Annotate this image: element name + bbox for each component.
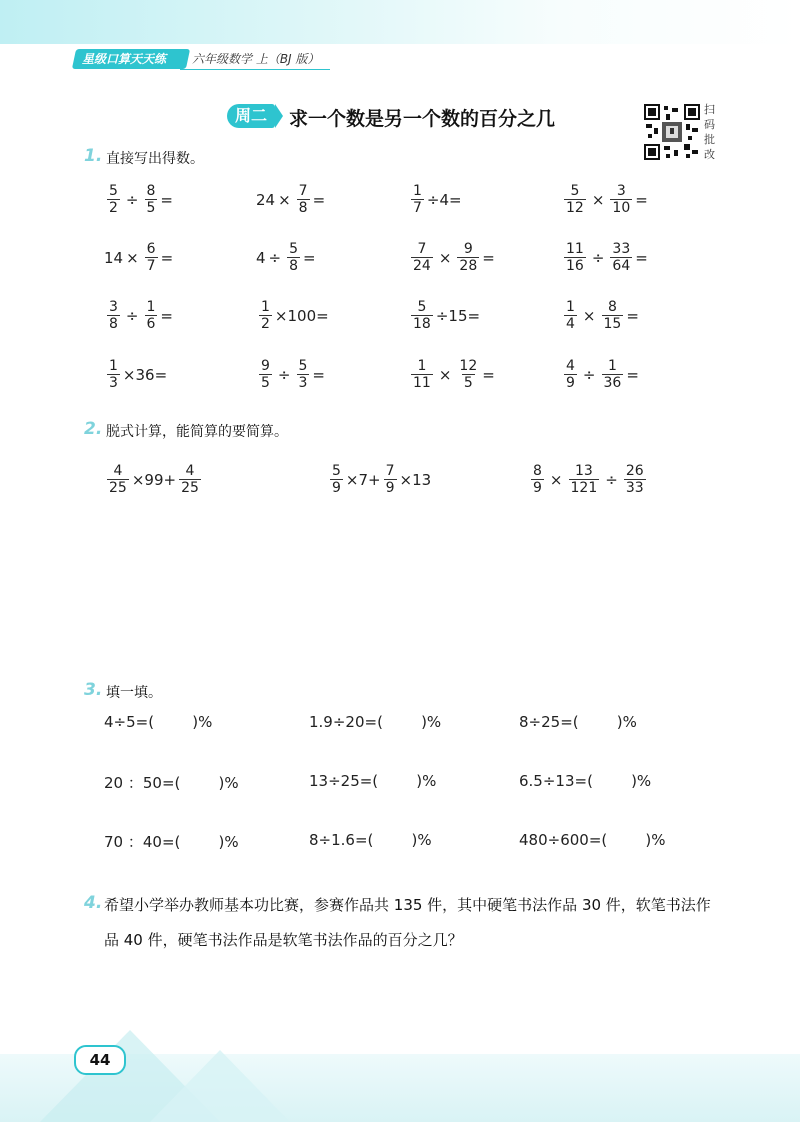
denominator: 16 — [566, 258, 584, 274]
section-1-title: 直接写出得数。 — [106, 151, 204, 167]
denominator: 18 — [413, 316, 431, 332]
numerator: 1 — [109, 358, 118, 374]
calc-item — [408, 183, 462, 216]
brand-tab — [72, 49, 190, 69]
calc-item — [104, 241, 173, 274]
fraction — [107, 183, 120, 216]
tail: ×100= — [274, 306, 329, 325]
numerator: 8 — [146, 183, 156, 199]
fraction — [564, 299, 577, 332]
denominator: 121 — [570, 480, 598, 496]
section-1-number: 1. — [84, 146, 103, 166]
denominator: 5 — [146, 200, 156, 216]
denominator: 5 — [463, 375, 473, 391]
operator: ÷ — [125, 190, 139, 209]
denominator: 7 — [413, 200, 422, 216]
fraction — [610, 241, 632, 274]
denominator: 3 — [109, 375, 118, 391]
calc-item — [256, 358, 325, 391]
operator: ÷ — [268, 248, 282, 267]
denominator: 2 — [261, 316, 270, 332]
word-problem-text: 希望小学举办教师基本功比赛，参赛作品共 135 件，其中硬笔书法作品 30 件，软笔书法作品 40 件，硬笔书法作品是软笔书法作品的百分之几？ — [104, 896, 711, 949]
calc-item — [256, 241, 316, 274]
denominator: 2 — [109, 200, 118, 216]
fraction — [564, 241, 586, 274]
operator: ×7+ — [345, 470, 381, 489]
fill-blank-item[interactable]: 8÷25=( )% — [519, 713, 637, 731]
equals: = — [303, 248, 316, 267]
fraction — [564, 183, 586, 216]
denominator: 12 — [566, 200, 584, 216]
numerator: 11 — [566, 241, 584, 257]
numerator: 7 — [385, 463, 395, 479]
numerator: 5 — [570, 183, 580, 199]
denominator: 8 — [109, 316, 118, 332]
fraction — [602, 299, 624, 332]
calc-item — [256, 299, 329, 332]
section-3-title: 填一填。 — [106, 685, 162, 701]
equals: = — [626, 306, 639, 325]
denominator: 25 — [181, 480, 199, 496]
fraction — [610, 183, 632, 216]
fraction — [107, 358, 120, 391]
fill-blank-item[interactable]: 480÷600=( )% — [519, 831, 666, 849]
calc-item — [104, 299, 173, 332]
denominator: 25 — [109, 480, 127, 496]
header-underline — [180, 69, 330, 70]
fraction — [564, 358, 577, 391]
fraction — [602, 358, 624, 391]
fill-blank-item[interactable]: 13÷25=( )% — [309, 772, 437, 790]
numerator: 5 — [109, 183, 118, 199]
equals: = — [160, 248, 174, 267]
fill-blank-item[interactable]: 6.5÷13=( )% — [519, 772, 652, 790]
operator: × — [591, 190, 605, 209]
operator: × — [582, 306, 596, 325]
equals: = — [160, 190, 173, 209]
fraction — [297, 183, 310, 216]
page-title: 求一个数是另一个数的百分之几 — [289, 108, 556, 130]
calc-item — [561, 358, 639, 391]
numerator: 1 — [413, 183, 422, 199]
denominator: 9 — [385, 480, 395, 496]
denominator: 10 — [612, 200, 631, 216]
denominator: 9 — [566, 375, 575, 391]
equals: = — [482, 365, 495, 384]
numerator: 7 — [417, 241, 427, 257]
denominator: 36 — [603, 375, 622, 391]
numerator: 12 — [459, 358, 478, 374]
calc-expression — [528, 463, 649, 496]
fraction — [179, 463, 201, 496]
fraction — [531, 463, 544, 496]
denominator: 4 — [566, 316, 575, 332]
denominator: 15 — [603, 316, 622, 332]
calc-item — [408, 299, 480, 332]
day-tag: 周二 — [227, 104, 275, 128]
denominator: 8 — [289, 258, 299, 274]
whole-number: 24 — [256, 190, 276, 209]
fraction — [107, 299, 120, 332]
equals: = — [312, 365, 325, 384]
numerator: 9 — [261, 358, 270, 374]
denominator: 9 — [332, 480, 341, 496]
denominator: 5 — [261, 375, 270, 391]
numerator: 1 — [566, 299, 575, 315]
denominator: 28 — [459, 258, 478, 274]
fraction — [411, 299, 433, 332]
fraction — [569, 463, 600, 496]
numerator: 1 — [146, 299, 156, 315]
tail: ×36= — [122, 365, 168, 384]
numerator: 9 — [463, 241, 473, 257]
fraction — [457, 358, 479, 391]
numerator: 1 — [261, 299, 270, 315]
book-subtitle: 六年级数学 上（BJ 版） — [192, 52, 320, 66]
operator: ÷ — [591, 248, 605, 267]
brand-label: 星级口算天天练 — [82, 52, 167, 66]
operator: × — [278, 190, 291, 209]
scan-label — [704, 102, 718, 162]
operator: ÷ — [277, 365, 291, 384]
denominator: 9 — [533, 480, 542, 496]
operator: × — [438, 365, 452, 384]
fill-blank-item[interactable]: 4÷5=( )% — [104, 713, 213, 731]
denominator: 64 — [612, 258, 631, 274]
numerator: 5 — [332, 463, 341, 479]
denominator: 6 — [146, 316, 156, 332]
fill-blank-item[interactable]: 8÷1.6=( )% — [309, 831, 432, 849]
section-4-number: 4. — [84, 893, 103, 913]
numerator: 33 — [612, 241, 631, 257]
fraction — [384, 463, 397, 496]
operator: ÷ — [582, 365, 596, 384]
numerator: 5 — [289, 241, 299, 257]
whole-number: 14 — [104, 248, 124, 267]
numerator: 5 — [417, 299, 427, 315]
numerator: 13 — [574, 463, 593, 479]
fraction — [145, 299, 158, 332]
numerator: 5 — [298, 358, 308, 374]
equals: = — [626, 365, 639, 384]
denominator: 33 — [625, 480, 644, 496]
operator: × — [549, 470, 563, 489]
fraction — [145, 241, 158, 274]
fraction — [259, 358, 272, 391]
header-band — [0, 0, 800, 44]
calc-item — [561, 183, 648, 216]
calc-item — [561, 241, 648, 274]
operator: × — [126, 248, 139, 267]
tail: ÷15= — [435, 306, 481, 325]
denominator: 11 — [413, 375, 431, 391]
numerator: 3 — [616, 183, 626, 199]
operator: × — [438, 248, 452, 267]
footer-decoration — [150, 1050, 290, 1122]
denominator: 8 — [298, 200, 308, 216]
numerator: 7 — [298, 183, 308, 199]
fraction — [145, 183, 158, 216]
fraction — [624, 463, 646, 496]
numerator: 26 — [625, 463, 644, 479]
numerator: 6 — [146, 241, 156, 257]
denominator: 24 — [413, 258, 431, 274]
calc-item — [408, 358, 495, 391]
fraction — [287, 241, 300, 274]
section-3-number: 3. — [84, 680, 103, 700]
operator: ×99+ — [131, 470, 177, 489]
qr-code-icon[interactable] — [644, 104, 700, 160]
equals: = — [635, 248, 648, 267]
operator: ÷ — [605, 470, 618, 489]
numerator: 8 — [533, 463, 542, 479]
fill-blank-item[interactable]: 70 ：40=( )% — [104, 833, 239, 851]
fraction — [259, 299, 272, 332]
denominator: 3 — [298, 375, 308, 391]
numerator: 4 — [566, 358, 575, 374]
equals: = — [160, 306, 173, 325]
calc-item — [408, 241, 495, 274]
section-2-number: 2. — [84, 419, 103, 439]
fraction — [330, 463, 343, 496]
scan-label-char: 码 — [704, 118, 715, 131]
numerator: 1 — [607, 358, 617, 374]
equals: = — [635, 190, 648, 209]
whole-number: 4 — [256, 248, 266, 267]
numerator: 1 — [417, 358, 427, 374]
calc-item — [256, 183, 325, 216]
section-2-title: 脱式计算，能简算的要简算。 — [106, 424, 288, 440]
calc-expression — [104, 463, 204, 496]
fraction — [107, 463, 129, 496]
equals: = — [482, 248, 495, 267]
fraction — [411, 183, 424, 216]
operator: ÷ — [125, 306, 139, 325]
fill-blank-item[interactable]: 1.9÷20=( )% — [309, 713, 442, 731]
scan-label-char: 批 — [704, 133, 715, 146]
numerator: 4 — [113, 463, 123, 479]
numerator: 8 — [607, 299, 617, 315]
denominator: 7 — [146, 258, 156, 274]
numerator: 3 — [109, 299, 118, 315]
scan-label-char: 扫 — [704, 103, 715, 116]
fraction — [457, 241, 479, 274]
page-number: 44 — [74, 1045, 126, 1075]
fraction — [297, 358, 310, 391]
equals: = — [312, 190, 326, 209]
fraction — [411, 241, 433, 274]
numerator: 4 — [185, 463, 195, 479]
fill-blank-item[interactable]: 20 ：50=( )% — [104, 774, 239, 792]
scan-label-char: 改 — [704, 148, 715, 161]
calc-item — [561, 299, 639, 332]
calc-item — [104, 358, 167, 391]
fraction — [411, 358, 433, 391]
tail: ×13 — [399, 470, 432, 489]
calc-item — [104, 183, 173, 216]
calc-expression — [327, 463, 431, 496]
tail: ÷4= — [426, 190, 462, 209]
